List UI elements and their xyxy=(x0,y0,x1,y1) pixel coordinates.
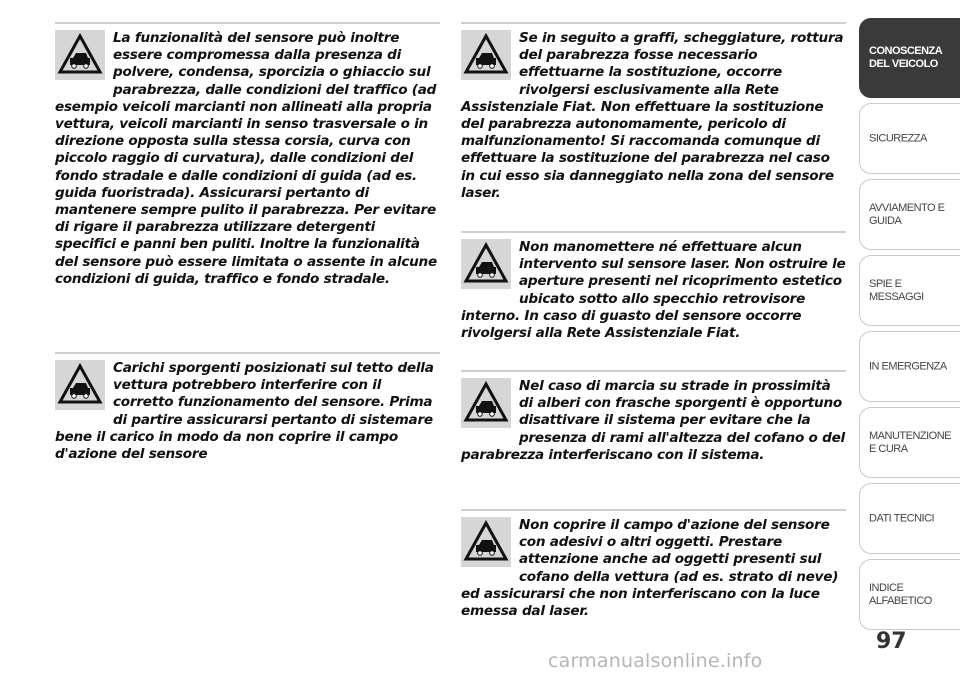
warning-car-icon xyxy=(461,378,511,428)
tab-label: SPIE E MESSAGGI xyxy=(869,277,924,303)
tab-indice-alfabetico[interactable] xyxy=(859,559,960,630)
warning-text: Non manomettere né effettuare alcun intervento sul sensore laser. Non ostruire le aperture presenti nel ricoprimento estetico ubicato sotto allo specchio retrovisore interno. In caso di guasto del sensore occorre rivolgersi alla Rete Assistenziale Fiat. xyxy=(461,239,846,342)
warning-text: Non coprire il campo d'azione del sensore con adesivi o altri oggetti. Prestare attenzione anche ad oggetti presenti sul cofano della vettura (ad es. strato di neve) ed assicurarsi che non interferiscano con la luce emessa dal laser. xyxy=(461,517,839,620)
warning-car-icon xyxy=(461,239,511,289)
divider xyxy=(55,22,440,24)
warning-text: Se in seguito a graffi, scheggiature, rottura del parabrezza fosse necessario effettuarne la sostituzione, occorre rivolgersi esclusivamente alla Rete Assistenziale Fiat. Non effettuare la sostituzione del parabrezza autonomamente, pericolo di malfunzionamento! Si raccomanda comunque di effettuare la sostituzione del parabrezza nel caso in cui esso sia danneggiato nella zona del sensore laser. xyxy=(461,30,844,201)
warning-block-6 xyxy=(461,509,846,634)
tab-avviamento-e-guida[interactable] xyxy=(859,179,960,250)
tab-label: INDICE ALFABETICO xyxy=(869,581,932,607)
tab-in-emergenza[interactable] xyxy=(859,331,960,402)
divider xyxy=(461,370,846,372)
divider xyxy=(461,22,846,24)
tab-conoscenza-del-veicolo[interactable] xyxy=(859,18,960,98)
watermark: carmanualsonline.info xyxy=(548,650,763,672)
tab-sicurezza[interactable] xyxy=(859,103,960,174)
page-number: 97 xyxy=(876,629,907,654)
tab-label: SICUREZZA xyxy=(869,132,927,144)
divider xyxy=(461,231,846,233)
warning-block-4 xyxy=(461,231,846,356)
warning-text: Carichi sporgenti posizionati sul tetto della vettura potrebbero interferire con il corretto funzionamento del sensore. Prima di partire assicurarsi pertanto di sistemare bene il carico in modo da non coprire il campo d'azione del sensore xyxy=(55,360,434,463)
divider xyxy=(461,509,846,511)
warning-text: La funzionalità del sensore può inoltre essere compromessa dalla presenza di polvere, condensa, sporcizia o ghiaccio sul parabrezza, dalle condizioni del traffico (ad esempio veicoli marcianti non allineati alla propria vettura, veicoli marcianti in senso trasversale o in direzione opposta sulla stessa corsia, curva con piccolo raggio di curvatura), dalle condizioni del fondo stradale e dalle condizioni di guida (ad es. guida fuoristrada). Assicurarsi pertanto di mantenere sempre pulito il parabrezza. Per evitare di rigare il parabrezza utilizzare detergenti specifici e panni ben puliti. Inoltre la funzionalità del sensore può essere limitata o assente in alcune condizioni di guida, traffico e fondo stradale. xyxy=(55,30,437,287)
warning-car-icon xyxy=(55,360,105,410)
divider xyxy=(55,352,440,354)
warning-car-icon xyxy=(55,30,105,80)
tab-label: IN EMERGENZA xyxy=(869,360,947,372)
warning-block-5 xyxy=(461,370,846,495)
warning-block-3 xyxy=(461,22,846,217)
warning-block-1 xyxy=(55,22,440,322)
warning-block-2 xyxy=(55,352,440,482)
tab-label: AVVIAMENTO E GUIDA xyxy=(869,201,945,227)
tab-label: MANUTENZIONE E CURA xyxy=(869,429,951,455)
tab-manutenzione-e-cura[interactable] xyxy=(859,407,960,478)
warning-text: Nel caso di marcia su strade in prossimità di alberi con frasche sporgenti è opportuno disattivare il sistema per evitare che la presenza di rami all'altezza del cofano o del parabrezza interferiscano con il sistema. xyxy=(461,378,845,463)
warning-car-icon xyxy=(461,30,511,80)
tab-dati-tecnici[interactable] xyxy=(859,483,960,554)
chapter-tabs xyxy=(859,18,960,635)
tab-label: DATI TECNICI xyxy=(869,512,935,524)
tab-spie-e-messaggi[interactable] xyxy=(859,255,960,326)
warning-car-icon xyxy=(461,517,511,567)
tab-label: CONOSCENZA DEL VEICOLO xyxy=(869,45,942,70)
